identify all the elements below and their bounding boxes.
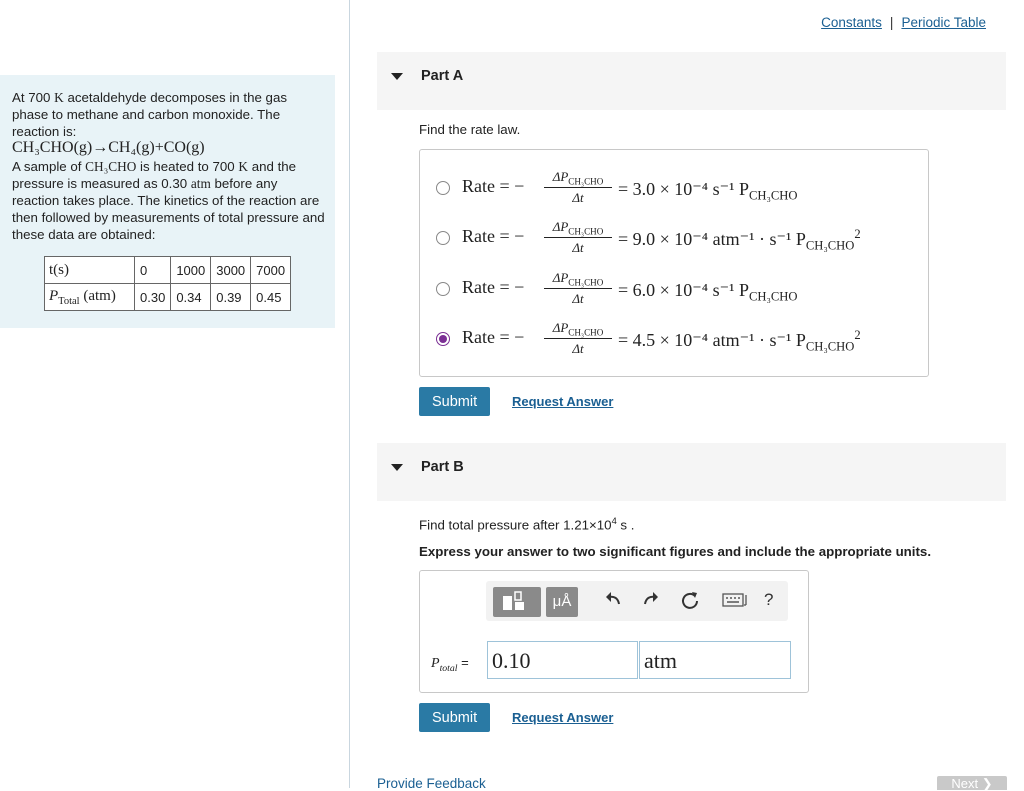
- answer-label: $P_{total}$ =: [431, 655, 469, 674]
- answer-box: [419, 570, 809, 693]
- part-b-submit-button[interactable]: Submit: [419, 703, 490, 732]
- redo-icon[interactable]: [642, 590, 660, 613]
- table-cell: 0.30: [135, 284, 171, 311]
- periodic-table-link[interactable]: Periodic Table: [901, 15, 986, 30]
- part-a-title: Part A: [421, 68, 464, 84]
- table-header-time: t(s): [45, 257, 135, 284]
- radio-button[interactable]: [436, 282, 450, 296]
- table-row: [45, 284, 291, 311]
- table-cell: 7000: [251, 257, 291, 284]
- undo-icon[interactable]: [604, 590, 622, 613]
- table-cell: 0.39: [211, 284, 251, 311]
- keyboard-icon[interactable]: [722, 592, 750, 613]
- rate-label: Rate = −: [462, 327, 525, 347]
- choice-option-2[interactable]: [436, 218, 916, 258]
- collapse-triangle-icon[interactable]: [391, 464, 403, 471]
- kinetics-data-table: [44, 256, 291, 311]
- top-links: [821, 15, 986, 30]
- part-b-header[interactable]: [377, 443, 1006, 501]
- reset-icon[interactable]: [680, 590, 700, 615]
- problem-statement: [0, 75, 335, 328]
- template-icon[interactable]: [493, 587, 541, 617]
- choice-option-1[interactable]: [436, 168, 916, 208]
- collapse-triangle-icon[interactable]: [391, 73, 403, 80]
- radio-button[interactable]: [436, 231, 450, 245]
- rate-fraction: $\Delta P_{CH_3CHO}$ Δt: [544, 269, 612, 308]
- panel-divider: [349, 0, 350, 788]
- problem-intro: At 700 K acetaldehyde decomposes in the gas phase to methane and carbon monoxide. The reaction is:: [12, 90, 287, 139]
- units-button[interactable]: μÅ: [546, 587, 578, 617]
- math-toolbar: [486, 581, 788, 621]
- next-button[interactable]: Next ❯: [937, 776, 1007, 790]
- part-b-prompt: Find total pressure after $1.21\times 10^4$ s .: [419, 516, 635, 533]
- part-b-instruction: Express your answer to two significant figures and include the appropriate units.: [419, 544, 932, 559]
- units-input[interactable]: atm: [639, 641, 791, 679]
- table-cell: 1000: [171, 257, 211, 284]
- part-b-request-answer-link[interactable]: Request Answer: [512, 710, 614, 725]
- reaction-equation: CH₃CHO(g)→CH₄(g)+CO(g): [12, 139, 205, 156]
- table-cell: 0.34: [171, 284, 211, 311]
- radio-button[interactable]: [436, 181, 450, 195]
- problem-sample-text: A sample of CH₃CHO is heated to 700 K and the pressure is measured as 0.30 atm before any reaction takes place. The kinetics of the reaction are then followed by measurements of total pressure and these data are obtained:: [12, 159, 325, 242]
- choice-option-4[interactable]: [436, 319, 916, 359]
- part-a-header[interactable]: [377, 52, 1006, 110]
- table-cell: 0: [135, 257, 171, 284]
- rate-fraction: $\Delta P_{CH_3CHO}$ Δt: [544, 218, 612, 257]
- rate-expression: = 4.5 × 10⁻⁴ atm⁻¹ · s⁻¹ $P_{CH_3CHO}^2$: [618, 328, 861, 354]
- help-icon[interactable]: ?: [764, 590, 774, 609]
- part-a-request-answer-link[interactable]: Request Answer: [512, 394, 614, 409]
- rate-label: Rate = −: [462, 226, 525, 246]
- provide-feedback-link[interactable]: Provide Feedback: [377, 776, 486, 791]
- choice-option-3[interactable]: [436, 269, 916, 309]
- table-cell: 0.45: [251, 284, 291, 311]
- rate-expression: = 9.0 × 10⁻⁴ atm⁻¹ · s⁻¹ $P_{CH_3CHO}^2$: [618, 227, 861, 253]
- table-cell: 3000: [211, 257, 251, 284]
- rate-fraction: $\Delta P_{CH_3CHO}$ Δt: [544, 168, 612, 207]
- link-separator: |: [889, 15, 894, 30]
- constants-link[interactable]: Constants: [821, 15, 882, 30]
- radio-button-selected[interactable]: [436, 332, 450, 346]
- rate-label: Rate = −: [462, 176, 525, 196]
- rate-law-choices: [419, 149, 929, 377]
- part-a-prompt: Find the rate law.: [419, 122, 521, 137]
- rate-fraction: $\Delta P_{CH_3CHO}$ Δt: [544, 319, 612, 358]
- rate-expression: = 3.0 × 10⁻⁴ s⁻¹ $P_{CH_3CHO}$: [618, 179, 798, 203]
- part-b-title: Part B: [421, 459, 464, 475]
- table-header-pressure: $P_{Total}$ (atm): [45, 284, 135, 311]
- table-row: [45, 257, 291, 284]
- rate-expression: = 6.0 × 10⁻⁴ s⁻¹ $P_{CH_3CHO}$: [618, 280, 798, 304]
- rate-label: Rate = −: [462, 277, 525, 297]
- value-input[interactable]: 0.10: [487, 641, 638, 679]
- part-a-submit-button[interactable]: Submit: [419, 387, 490, 416]
